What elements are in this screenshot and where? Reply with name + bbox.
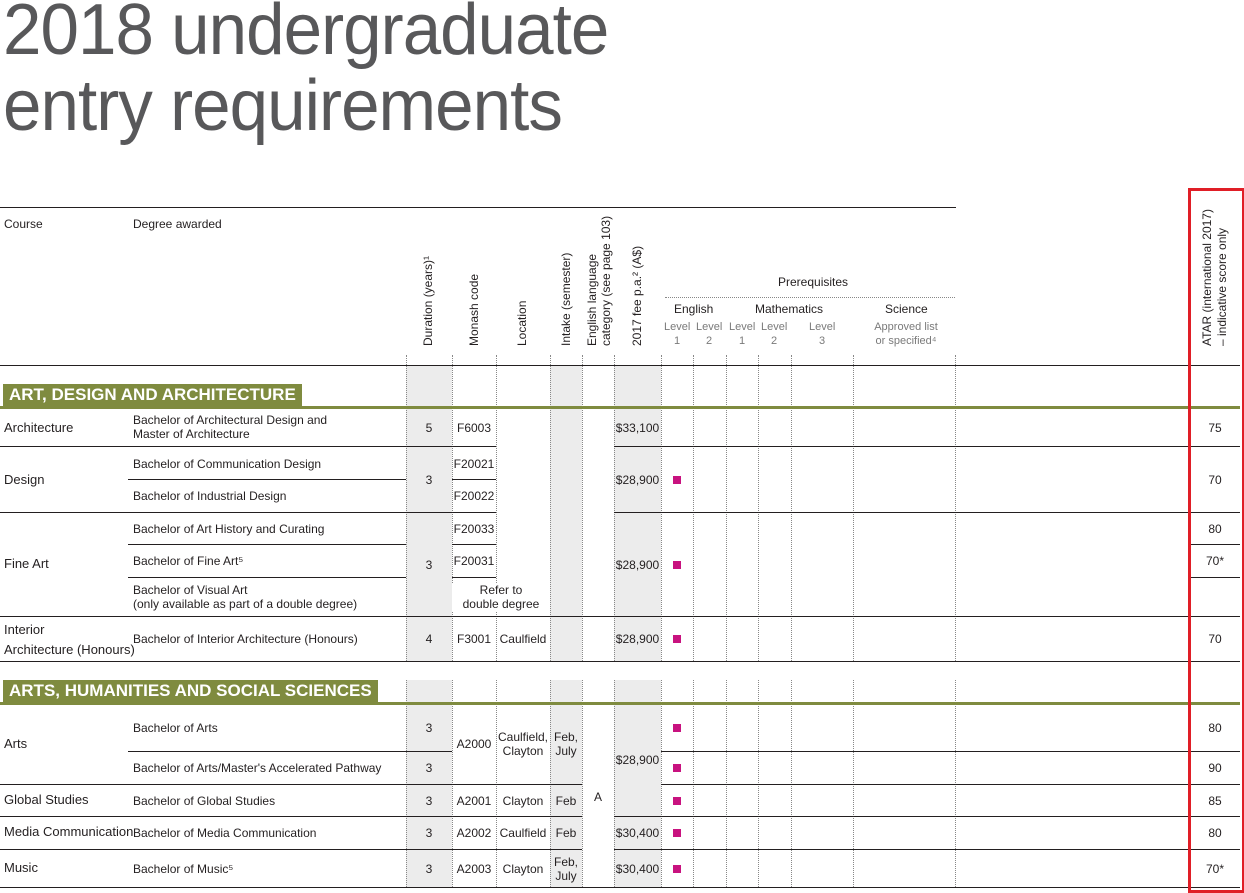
course-architecture: Architecture <box>4 420 74 435</box>
col-sep <box>791 355 792 887</box>
col-sep <box>726 355 727 887</box>
row-rule <box>128 751 452 752</box>
course-music: Music <box>4 860 38 875</box>
degree-communication-design: Bachelor of Communication Design <box>133 457 322 471</box>
course-global-studies: Global Studies <box>4 792 89 807</box>
english-category-ahss: A <box>593 790 602 804</box>
atar-header-2: – indicative score only <box>1215 227 1229 346</box>
row-rule <box>452 577 496 578</box>
duration-design: 3 <box>425 473 433 487</box>
row-rule <box>614 512 1240 513</box>
atar-interior: 70 <box>1208 632 1222 646</box>
row-rule <box>0 512 496 513</box>
duration-music: 3 <box>425 862 433 876</box>
code-architecture: F6003 <box>456 421 492 435</box>
atar-architecture: 75 <box>1208 421 1222 435</box>
degree-architecture: Bachelor of Architectural Design and Master of Architecture <box>133 413 328 441</box>
location-music: Clayton <box>502 862 544 876</box>
row-rule <box>0 816 582 817</box>
row-rule <box>614 446 1240 447</box>
duration-column-shade <box>406 365 452 887</box>
degree-fine-art: Bachelor of Fine Art⁵ <box>133 554 244 568</box>
english-category-header-1: English language <box>585 253 599 346</box>
row-rule <box>0 887 1240 888</box>
code-f3001: F3001 <box>456 632 492 646</box>
row-rule <box>0 784 582 785</box>
intake-global: Feb <box>555 794 577 808</box>
code-f20033: F20033 <box>453 522 495 536</box>
duration-interior: 4 <box>425 632 433 646</box>
english-level-1-marker <box>673 797 681 805</box>
col-sep <box>693 355 694 887</box>
row-rule <box>128 479 406 480</box>
col-sep <box>853 355 854 887</box>
course-media-communication: Media Communication <box>4 824 134 839</box>
fee-architecture: $33,100 <box>615 421 660 435</box>
english-level-1: Level 1 <box>664 321 691 347</box>
duration-global: 3 <box>425 794 433 808</box>
row-rule <box>452 479 496 480</box>
fee-interior: $28,900 <box>615 632 660 646</box>
math-level-1: Level 1 <box>729 321 756 347</box>
math-level-3: Level 3 <box>809 321 836 347</box>
degree-global-studies: Bachelor of Global Studies <box>133 794 276 808</box>
math-level-2: Level 2 <box>761 321 788 347</box>
fee-column-shade <box>614 365 661 887</box>
prerequisites-rule <box>665 297 955 298</box>
degree-industrial-design: Bachelor of Industrial Design <box>133 489 287 503</box>
degree-music: Bachelor of Music⁵ <box>133 862 234 876</box>
row-rule <box>0 446 496 447</box>
atar-header-1: ATAR (international 2017) <box>1200 209 1214 346</box>
code-a2000: A2000 <box>456 737 492 751</box>
row-rule <box>0 616 1240 617</box>
prerequisites-header: Prerequisites <box>778 275 849 289</box>
course-column-header: Course <box>4 217 43 231</box>
english-level-1-marker <box>673 561 681 569</box>
atar-global: 85 <box>1208 794 1222 808</box>
atar-media: 80 <box>1208 826 1222 840</box>
degree-column-header: Degree awarded <box>133 217 222 231</box>
header-bottom-rule <box>0 365 1240 366</box>
mathematics-prereq-header: Mathematics <box>755 302 824 316</box>
location-media: Caulfield <box>499 826 547 840</box>
degree-bachelor-of-arts: Bachelor of Arts <box>133 721 218 735</box>
duration-media: 3 <box>425 826 433 840</box>
code-a2002: A2002 <box>456 826 492 840</box>
row-rule <box>128 544 406 545</box>
fee-design: $28,900 <box>615 473 660 487</box>
intake-media: Feb <box>555 826 577 840</box>
location-global: Clayton <box>502 794 544 808</box>
atar-design: 70 <box>1208 473 1222 487</box>
atar-art-history: 80 <box>1208 522 1222 536</box>
english-level-1-marker <box>673 476 681 484</box>
col-sep <box>758 355 759 887</box>
atar-column-highlight <box>1188 188 1244 893</box>
science-prereq-header: Science <box>885 302 928 316</box>
section-rule <box>0 702 1240 705</box>
duration-column-header: Duration (years)¹ <box>421 255 435 346</box>
fee-arts-global: $28,900 <box>615 753 660 767</box>
atar-arts: 80 <box>1208 721 1222 735</box>
english-level-1-marker <box>673 635 681 643</box>
row-rule <box>614 816 1240 817</box>
english-prereq-header: English <box>674 302 714 316</box>
english-level-1-marker <box>673 724 681 732</box>
english-level-1-marker <box>673 865 681 873</box>
english-category-header-2: category (see page 103) <box>599 215 613 346</box>
degree-art-history-curating: Bachelor of Art History and Curating <box>133 522 325 536</box>
code-f20021: F20021 <box>453 457 495 471</box>
row-rule <box>614 849 1240 850</box>
english-level-1-marker <box>673 829 681 837</box>
science-approved-list: Approved list or specified⁴ <box>874 321 938 347</box>
row-rule <box>128 577 406 578</box>
english-level-2: Level 2 <box>696 321 723 347</box>
course-arts: Arts <box>4 736 28 751</box>
col-sep <box>955 355 956 887</box>
location-arts: Caulfield, Clayton <box>497 730 549 758</box>
duration-arts: 3 <box>425 721 433 735</box>
degree-interior-architecture: Bachelor of Interior Architecture (Honours) <box>133 632 358 646</box>
fee-media: $30,400 <box>615 826 660 840</box>
degree-visual-art: Bachelor of Visual Art (only available as part of a double degree) <box>133 583 358 611</box>
intake-column-header: Intake (semester) <box>559 252 573 346</box>
page-title-line-1: 2018 undergraduate <box>3 0 609 70</box>
location-interior: Caulfield <box>499 632 547 646</box>
atar-arts-pathway: 90 <box>1208 761 1222 775</box>
code-a2003: A2003 <box>456 862 492 876</box>
col-sep <box>582 355 583 887</box>
intake-music: Feb, July <box>553 855 578 883</box>
degree-arts-masters-pathway: Bachelor of Arts/Master's Accelerated Pathway <box>133 761 382 775</box>
fee-fine-art: $28,900 <box>615 558 660 572</box>
atar-music: 70* <box>1205 862 1225 876</box>
code-f20031: F20031 <box>453 554 495 568</box>
refer-double-degree: Refer to double degree <box>452 583 550 611</box>
degree-media-communication: Bachelor of Media Communication <box>133 826 317 840</box>
intake-arts: Feb, July <box>553 730 578 758</box>
page-title-line-2: entry requirements <box>3 66 562 146</box>
intake-column-shade <box>550 365 582 887</box>
row-rule <box>661 751 1240 752</box>
atar-fine-art: 70* <box>1205 554 1225 568</box>
course-design: Design <box>4 472 45 487</box>
row-rule <box>661 784 1240 785</box>
header-top-rule <box>0 207 956 208</box>
duration-architecture: 5 <box>425 421 433 435</box>
code-a2001: A2001 <box>456 794 492 808</box>
row-rule <box>452 544 496 545</box>
row-rule <box>0 849 582 850</box>
section-gap <box>0 662 1240 680</box>
english-level-1-marker <box>673 764 681 772</box>
fee-column-header: 2017 fee p.a.² (A$) <box>630 245 644 346</box>
fee-music: $30,400 <box>615 862 660 876</box>
duration-fine-art: 3 <box>425 558 433 572</box>
section-rule <box>0 406 1240 409</box>
col-sep <box>661 355 662 887</box>
course-fine-art: Fine Art <box>4 556 49 571</box>
location-column-header: Location <box>515 300 529 346</box>
section-header-arts-humanities: ARTS, HUMANITIES AND SOCIAL SCIENCES <box>3 680 378 702</box>
code-column-header: Monash code <box>467 273 481 346</box>
section-header-art-design-architecture: ART, DESIGN AND ARCHITECTURE <box>3 384 302 406</box>
course-interior-architecture: Interior Architecture (Honours) <box>4 622 135 657</box>
code-f20022: F20022 <box>453 489 495 503</box>
duration-arts-pathway: 3 <box>425 761 433 775</box>
